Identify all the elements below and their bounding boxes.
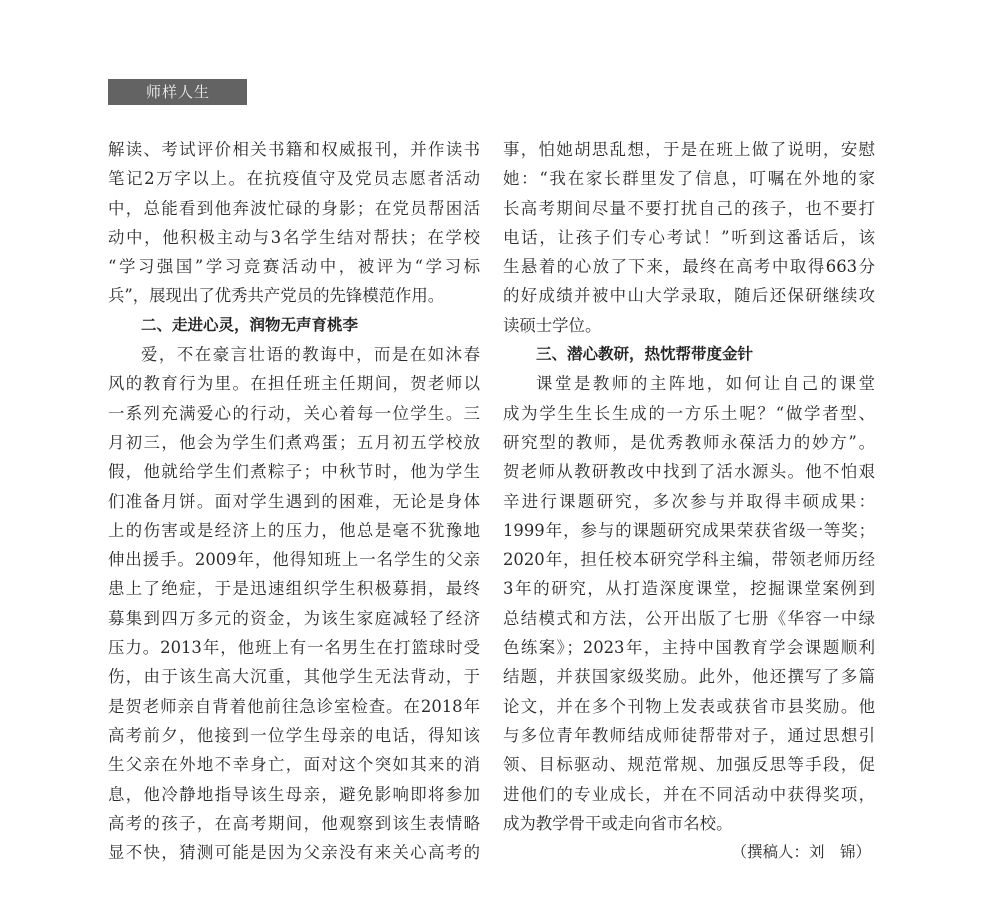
paragraph-line: 风的教育行为里。在担任班主任期间，贺老师以 xyxy=(108,374,480,394)
paragraph-line: 高考前夕，他接到一位学生母亲的电话，得知该 xyxy=(108,725,480,745)
paragraph-line: 是贺老师亲自背着他前往急诊室检查。在2018年 xyxy=(108,696,480,716)
paragraph-line: 压力。2013年，他班上有一名男生在打篮球时受 xyxy=(108,638,480,658)
paragraph-line: 色练案》；2023年，主持中国教育学会课题顺利 xyxy=(503,638,875,658)
paragraph-line: 进他们的专业成长，并在不同活动中获得奖项， xyxy=(503,784,875,804)
paragraph-line: 兵”，展现出了优秀共产党员的先锋模范作用。 xyxy=(108,286,445,306)
paragraph-line: 动中，他积极主动与3名学生结对帮扶；在学校 xyxy=(108,227,480,247)
paragraph-line: 显不快，猜测可能是因为父亲没有来关心高考的 xyxy=(108,843,480,863)
paragraph-line: 论文，并在多个刊物上发表或获省市县奖励。他 xyxy=(503,696,875,716)
paragraph-line: 辛进行课题研究，多次参与并取得丰硕成果： xyxy=(503,491,875,511)
paragraph-line: 解读、考试评价相关书籍和权威报刊，并作读书 xyxy=(108,140,480,159)
author-signature: （撰稿人：刘 锦） xyxy=(731,843,871,862)
paragraph-line: 研究型的教师，是优秀教师永葆活力的妙方”。 xyxy=(503,432,875,452)
paragraph-line: 电话，让孩子们专心考试！”听到这番话后，该 xyxy=(503,227,875,247)
paragraph-line: 1999年，参与的课题研究成果荣获省级一等奖； xyxy=(503,520,875,540)
paragraph-line: 领、目标驱动、规范常规、加强反思等手段，促 xyxy=(503,755,875,775)
paragraph-line: 读硕士学位。 xyxy=(503,315,602,335)
section-heading: 三、潜心教研，热忱帮带度金针 xyxy=(536,345,754,364)
paragraph-line: 们准备月饼。面对学生遇到的困难，无论是身体 xyxy=(108,491,480,511)
paragraph-line: 高考的孩子，在高考期间，他观察到该生表情略 xyxy=(108,813,480,833)
paragraph-line: 伸出援手。2009年，他得知班上一名学生的父亲 xyxy=(108,550,480,570)
paragraph-line: 长高考期间尽量不要打扰自己的孩子，也不要打 xyxy=(503,198,875,218)
paragraph-line: 上的伤害或是经济上的压力，他总是毫不犹豫地 xyxy=(108,520,480,540)
paragraph-line: 中，总能看到他奔波忙碌的身影；在党员帮困活 xyxy=(108,198,480,218)
paragraph-line: 结题，并获国家级奖励。此外，他还撰写了多篇 xyxy=(503,667,875,687)
section-heading: 二、走进心灵，润物无声育桃李 xyxy=(141,315,359,334)
paragraph-line: 成为学生生长生成的一方乐土呢？“做学者型、 xyxy=(503,403,875,423)
paragraph-line: 募集到四万多元的资金，为该生家庭减轻了经济 xyxy=(108,608,480,628)
paragraph-line: 课堂是教师的主阵地，如何让自己的课堂 xyxy=(536,374,875,394)
paragraph-line: 3年的研究，从打造深度课堂，挖掘课堂案例到 xyxy=(503,579,875,599)
paragraph-line: 息，他冷静地指导该生母亲，避免影响即将参加 xyxy=(108,784,480,804)
paragraph-line: 一系列充满爱心的行动，关心着每一位学生。三 xyxy=(108,403,480,423)
paragraph-line: 生父亲在外地不幸身亡，面对这个突如其来的消 xyxy=(108,755,480,775)
section-label: 师样人生 xyxy=(146,83,211,101)
paragraph-line: 月初三，他会为学生们煮鸡蛋；五月初五学校放 xyxy=(108,432,480,452)
right-column xyxy=(503,135,875,867)
paragraph-line: 笔记2万字以上。在抗疫值守及党员志愿者活动 xyxy=(108,169,480,189)
paragraph-line: 生悬着的心放了下来，最终在高考中取得663分 xyxy=(503,257,875,277)
paragraph-line: 与多位青年教师结成师徒帮带对子，通过思想引 xyxy=(503,725,875,745)
paragraph-line: 事，怕她胡思乱想，于是在班上做了说明，安慰 xyxy=(503,140,875,159)
section-tag xyxy=(108,79,247,105)
paragraph-line: 成为教学骨干或走向省市名校。 xyxy=(503,813,733,833)
paragraph-line: 假，他就给学生们煮粽子；中秋节时，他为学生 xyxy=(108,462,480,482)
paragraph-line: 爱，不在豪言壮语的教诲中，而是在如沐春 xyxy=(141,345,480,365)
paragraph-line: 患上了绝症，于是迅速组织学生积极募捐，最终 xyxy=(108,579,480,599)
left-column xyxy=(108,135,480,867)
paragraph-line: “学习强国”学习竞赛活动中，被评为“学习标 xyxy=(108,257,480,277)
paragraph-line: 总结模式和方法，公开出版了七册《华容一中绿 xyxy=(503,608,875,628)
paragraph-line: 的好成绩并被中山大学录取，随后还保研继续攻 xyxy=(503,286,875,306)
paragraph-line: 贺老师从教研教改中找到了活水源头。他不怕艰 xyxy=(503,462,875,482)
paragraph-line: 她：“我在家长群里发了信息，叮嘱在外地的家 xyxy=(503,169,875,189)
paragraph-line: 伤，由于该生高大沉重，其他学生无法背动，于 xyxy=(108,667,480,687)
paragraph-line: 2020年，担任校本研究学科主编，带领老师历经 xyxy=(503,550,875,570)
